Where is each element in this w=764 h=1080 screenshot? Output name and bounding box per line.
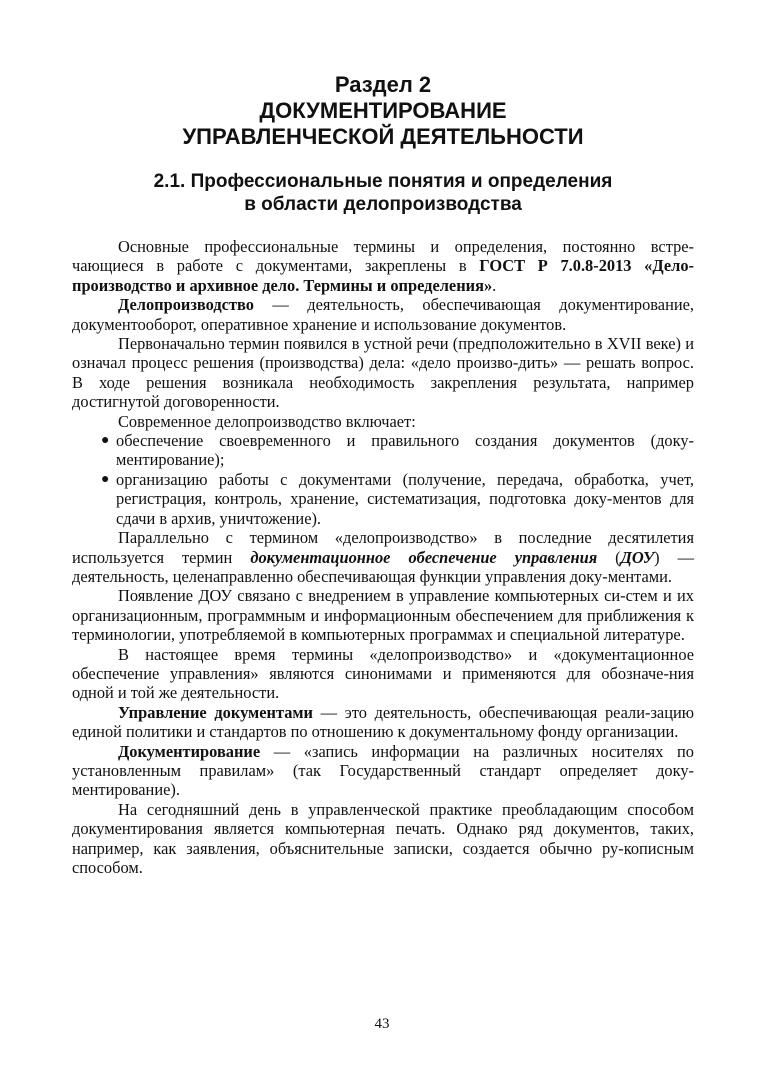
term-dokumentirovanie: Документирование — [118, 741, 261, 761]
subsection-title-line2: в области делопроизводства — [244, 194, 522, 215]
paragraph-9 — [72, 742, 694, 800]
paragraph-3: Первоначально термин появился в устной речи (предположительно в XVII веке) и означал процесс решения (производства) дела: «дело произво-дить» — решать вопрос. В ходе решения возникала необходимость закрепления результата, например достигнутой договоренности. — [72, 334, 694, 412]
list-item — [72, 431, 694, 470]
paragraph-1-text: Основные профессиональные термины и определения, постоянно встре-чающиеся в работе с документами, закреплены в — [72, 237, 694, 276]
term-upravlenie-dokumentami: Управление документами — [118, 702, 313, 722]
section-title-line2: УПРАВЛЕНЧЕСКОЙ ДЕЯТЕЛЬНОСТИ — [182, 124, 584, 149]
page-number: 43 — [374, 1016, 390, 1032]
paragraph-5-text-a: Параллельно с термином «делопроизводство» в последние десятилетия используется термин — [72, 528, 694, 567]
paragraph-10: На сегодняшний день в управленческой практике преобладающим способом документирования является компьютерная печать. Однако ряд документов, таких, например, как заявления, объяснительные записки, создается обычно ру-кописным способом. — [72, 799, 694, 877]
paragraph-6: Появление ДОУ связано с внедрением в управление компьютерных си-стем и их организационным, программным и информационным обеспечением для приближения к терминологии, употребляемой в компьютерных программах и специальной литературе. — [72, 586, 694, 645]
paragraph-4: Современное делопроизводство включает: — [118, 411, 416, 431]
paragraph-5-text-b: — деятельность, целенаправленно обеспечивающая функции управления доку-ментами. — [72, 547, 694, 586]
paragraph-5 — [72, 528, 694, 586]
paragraph-1 — [72, 237, 694, 295]
bullet-1-text: обеспечение своевременного и правильного создания документов (доку-ментирование); — [116, 431, 694, 470]
list-item — [72, 470, 694, 528]
paragraph-7: В настоящее время термины «делопроизводство» и «документационное обеспечение управления» являются синонимами и применяются для обозначе-ния одной и той же деятельности. — [72, 644, 694, 703]
gost-reference: ГОСТ Р 7.0.8-2013 «Дело-производство и архивное дело. Термины и определения» — [72, 256, 694, 295]
paragraph-8-text: — это деятельность, обеспечивающая реали-зацию единой политики и стандартов по отношению к документальному фонду организации. — [72, 702, 694, 742]
bullet-icon: ● — [101, 471, 110, 487]
bullet-list — [72, 431, 694, 528]
section-title-line1: ДОКУМЕНТИРОВАНИЕ — [259, 98, 507, 123]
paragraph-8 — [72, 703, 694, 742]
section-heading — [72, 72, 694, 150]
abbr-dou: ДОУ — [620, 547, 655, 567]
body-text — [72, 237, 694, 877]
bullet-icon: ● — [101, 433, 110, 449]
paragraph-2-text: — деятельность, обеспечивающая документирование, документооборот, оперативное хранение и использование документов. — [72, 295, 694, 334]
subsection-heading — [72, 170, 694, 216]
bullet-2-text: организацию работы с документами (получение, передача, обработка, учет, регистрация, контроль, хранение, систематизация, подготовка доку-ментов для сдачи в архив, уничтожение). — [116, 469, 694, 528]
paragraph-5-open: ( — [597, 547, 621, 567]
paragraph-9-text: — «запись информации на различных носителях по установленным правилам» (так Государственный стандарт определяет доку-ментирование). — [72, 741, 694, 800]
paragraph-1-end: . — [492, 275, 497, 295]
paragraph-2 — [72, 295, 694, 334]
paragraph-5-close: ) — [654, 547, 660, 567]
subsection-title-line1: 2.1. Профессиональные понятия и определения — [153, 171, 613, 192]
term-deloproizvodstvo: Делопроизводство — [118, 295, 254, 315]
section-label: Раздел 2 — [334, 72, 432, 97]
term-dou: документационное обеспечение управления — [250, 547, 598, 567]
